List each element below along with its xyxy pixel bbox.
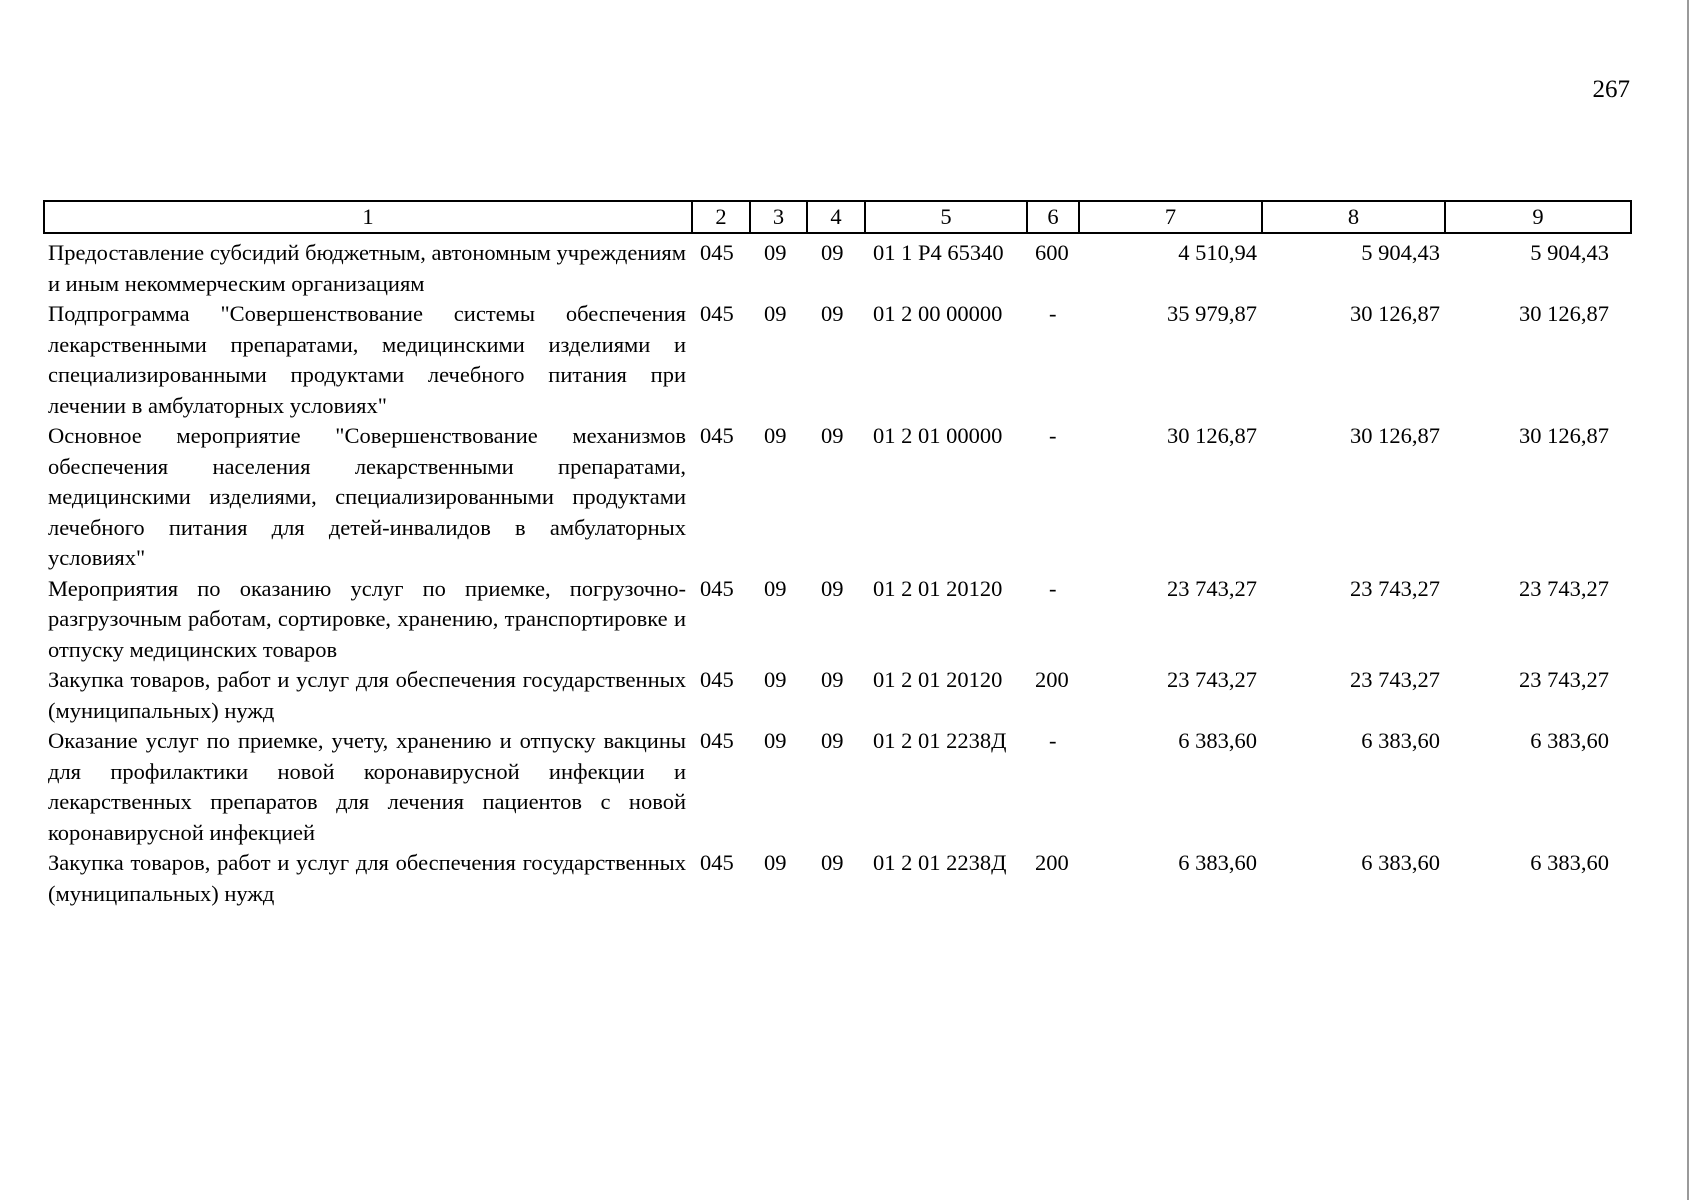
row-c5: 01 2 01 2238Д <box>873 850 1007 875</box>
header-col-8: 8 <box>1262 201 1445 233</box>
header-col-4: 4 <box>807 201 865 233</box>
table-header-row <box>44 201 1631 233</box>
row-c9: 5 904,43 <box>1530 240 1609 265</box>
row-c5: 01 2 00 00000 <box>873 301 1003 326</box>
row-c5: 01 2 01 20120 <box>873 667 1003 692</box>
row-c2: 045 <box>700 667 734 692</box>
row-c6: 200 <box>1035 850 1069 875</box>
row-c7: 6 383,60 <box>1178 850 1257 875</box>
row-name: Оказание услуг по приемке, учету, хранению и отпуску вакцины для профилактики новой коронавирусной инфекции и лекарственных препаратов для лечения пациентов с новой коронавирусной инфекцией <box>48 728 686 845</box>
header-col-6: 6 <box>1027 201 1079 233</box>
row-c8: 30 126,87 <box>1350 301 1440 326</box>
page-number: 267 <box>1592 76 1630 103</box>
budget-table <box>43 200 1632 909</box>
row-c9: 6 383,60 <box>1530 850 1609 875</box>
row-c8: 6 383,60 <box>1361 728 1440 753</box>
row-c5: 01 2 01 20120 <box>873 575 1003 601</box>
row-c7: 4 510,94 <box>1178 240 1257 265</box>
row-c2: 045 <box>700 423 734 448</box>
row-c3: 09 <box>764 240 787 265</box>
row-c6: - <box>1049 423 1057 448</box>
row-c3: 09 <box>764 850 787 875</box>
row-c4: 09 <box>821 301 844 326</box>
row-c7: 23 743,27 <box>1167 667 1257 692</box>
row-c2: 045 <box>700 728 734 753</box>
table-row <box>44 665 1631 726</box>
row-c4: 09 <box>821 728 844 753</box>
row-c9: 6 383,60 <box>1530 728 1609 753</box>
row-c3: 09 <box>764 423 787 448</box>
row-c4: 09 <box>821 423 844 448</box>
row-c2: 045 <box>700 850 734 875</box>
row-c4: 09 <box>821 575 844 601</box>
row-c6: - <box>1049 575 1057 601</box>
row-c8: 5 904,43 <box>1361 240 1440 265</box>
row-c8: 6 383,60 <box>1361 850 1440 875</box>
row-c7: 30 126,87 <box>1167 423 1257 448</box>
row-c9: 23 743,27 <box>1519 667 1609 692</box>
row-name: Предоставление субсидий бюджетным, автономным учреждениям и иным некоммерческим организациям <box>48 240 686 296</box>
row-name: Закупка товаров, работ и услуг для обеспечения государственных (муниципальных) нужд <box>48 667 686 723</box>
row-c6: 600 <box>1035 240 1069 265</box>
row-c6: 200 <box>1035 667 1069 692</box>
row-name: Мероприятия по оказанию услуг по приемке, погрузочно-разгрузочным работам, сортировке, хранению, транспортировке и отпуску медицинских товаров <box>48 575 686 662</box>
row-c7: 23 743,27 <box>1167 575 1257 601</box>
table-row <box>44 848 1631 909</box>
row-c5: 01 2 01 2238Д <box>873 728 1007 753</box>
row-c3: 09 <box>764 667 787 692</box>
header-col-1: 1 <box>44 201 692 233</box>
scan-edge-line <box>1687 0 1689 1200</box>
row-c8: 23 743,27 <box>1350 667 1440 692</box>
table-row <box>44 726 1631 848</box>
header-col-3: 3 <box>750 201 807 233</box>
table-row <box>44 299 1631 421</box>
row-c3: 09 <box>764 575 787 601</box>
row-c3: 09 <box>764 301 787 326</box>
row-c9: 30 126,87 <box>1519 423 1609 448</box>
header-col-9: 9 <box>1445 201 1631 233</box>
row-c3: 09 <box>764 728 787 753</box>
table-row <box>44 574 1631 666</box>
row-c8: 30 126,87 <box>1350 423 1440 448</box>
row-c6: - <box>1049 301 1057 326</box>
row-c7: 6 383,60 <box>1178 728 1257 753</box>
row-c5: 01 1 P4 65340 <box>873 240 1004 265</box>
header-col-2: 2 <box>692 201 750 233</box>
row-c9: 23 743,27 <box>1519 575 1609 601</box>
row-name: Подпрограмма "Совершенствование системы обеспечения лекарственными препаратами, медицинскими изделиями и специализированными продуктами лечебного питания при лечении в амбулаторных условиях" <box>48 301 686 418</box>
row-c4: 09 <box>821 850 844 875</box>
row-c2: 045 <box>700 240 734 265</box>
row-c4: 09 <box>821 240 844 265</box>
row-c7: 35 979,87 <box>1167 301 1257 326</box>
row-name: Закупка товаров, работ и услуг для обеспечения государственных (муниципальных) нужд <box>48 850 686 906</box>
row-c6: - <box>1049 728 1057 753</box>
row-c2: 045 <box>700 575 734 601</box>
table-row <box>44 421 1631 574</box>
row-name: Основное мероприятие "Совершенствование механизмов обеспечения населения лекарственными препаратами, медицинскими изделиями, специализированными продуктами лечебного питания для детей-инвалидов в амбулаторных условиях" <box>48 423 686 570</box>
row-c5: 01 2 01 00000 <box>873 423 1003 448</box>
header-col-7: 7 <box>1079 201 1262 233</box>
row-c8: 23 743,27 <box>1350 575 1440 601</box>
header-col-5: 5 <box>865 201 1027 233</box>
row-c2: 045 <box>700 301 734 326</box>
table-row <box>44 233 1631 299</box>
row-c4: 09 <box>821 667 844 692</box>
row-c9: 30 126,87 <box>1519 301 1609 326</box>
